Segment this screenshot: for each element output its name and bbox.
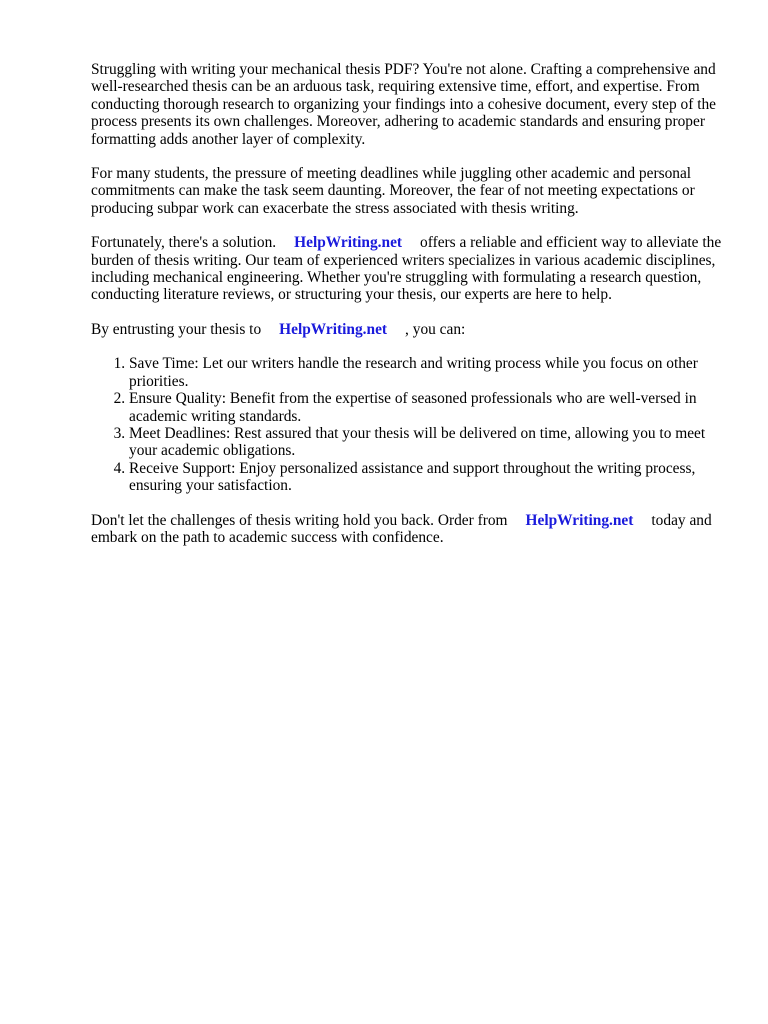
helpwriting-link[interactable]: HelpWriting.net — [525, 511, 634, 529]
solution-paragraph — [91, 234, 731, 304]
benefits-list — [91, 355, 731, 494]
helpwriting-link[interactable]: HelpWriting.net — [279, 320, 388, 338]
closing-text-before: Don't let the challenges of thesis writing hold you back. Order from — [91, 511, 508, 529]
document-body — [91, 61, 731, 563]
list-item: 3. Meet Deadlines: Rest assured that your thesis will be delivered on time, allowing you to meet your academic obligations. — [129, 425, 731, 460]
helpwriting-link[interactable]: HelpWriting.net — [294, 234, 403, 252]
intro-paragraph: Struggling with writing your mechanical thesis PDF? You're not alone. Crafting a comprehensive and well-researched thesis can be an arduous task, requiring extensive time, effort, and expertise. From conducting thorough research to organizing your findings into a cohesive document, every step of the process presents its own challenges. Moreover, adhering to academic standards and ensuring proper formatting adds another layer of complexity. — [91, 61, 717, 148]
list-item: 4. Receive Support: Enjoy personalized assistance and support throughout the writing process, ensuring your satisfaction. — [129, 460, 731, 495]
solution-text-before: Fortunately, there's a solution. — [91, 234, 277, 252]
solution-text-after: offers a reliable and efficient way to alleviate the burden of thesis writing. Our team of experienced writers specializes in various academic disciplines, including mechanical engineering. Whether you're struggling with formulating a research question, conducting literature reviews, or structuring your thesis, our experts are here to help. — [91, 234, 722, 304]
entrust-text-before: By entrusting your thesis to — [91, 320, 262, 338]
list-item: 2. Ensure Quality: Benefit from the expertise of seasoned professionals who are well-versed in academic writing standards. — [129, 390, 731, 425]
pressure-paragraph: For many students, the pressure of meeting deadlines while juggling other academic and personal commitments can make the task seem daunting. Moreover, the fear of not meeting expectations or producing subpar work can exacerbate the stress associated with thesis writing. — [91, 165, 695, 217]
closing-paragraph — [91, 512, 731, 547]
list-item: 1. Save Time: Let our writers handle the research and writing process while you focus on other priorities. — [129, 355, 731, 390]
closing-text-after: today and embark on the path to academic success with confidence. — [91, 511, 712, 546]
entrust-text-after: , you can: — [405, 320, 466, 338]
entrust-paragraph — [91, 321, 731, 338]
